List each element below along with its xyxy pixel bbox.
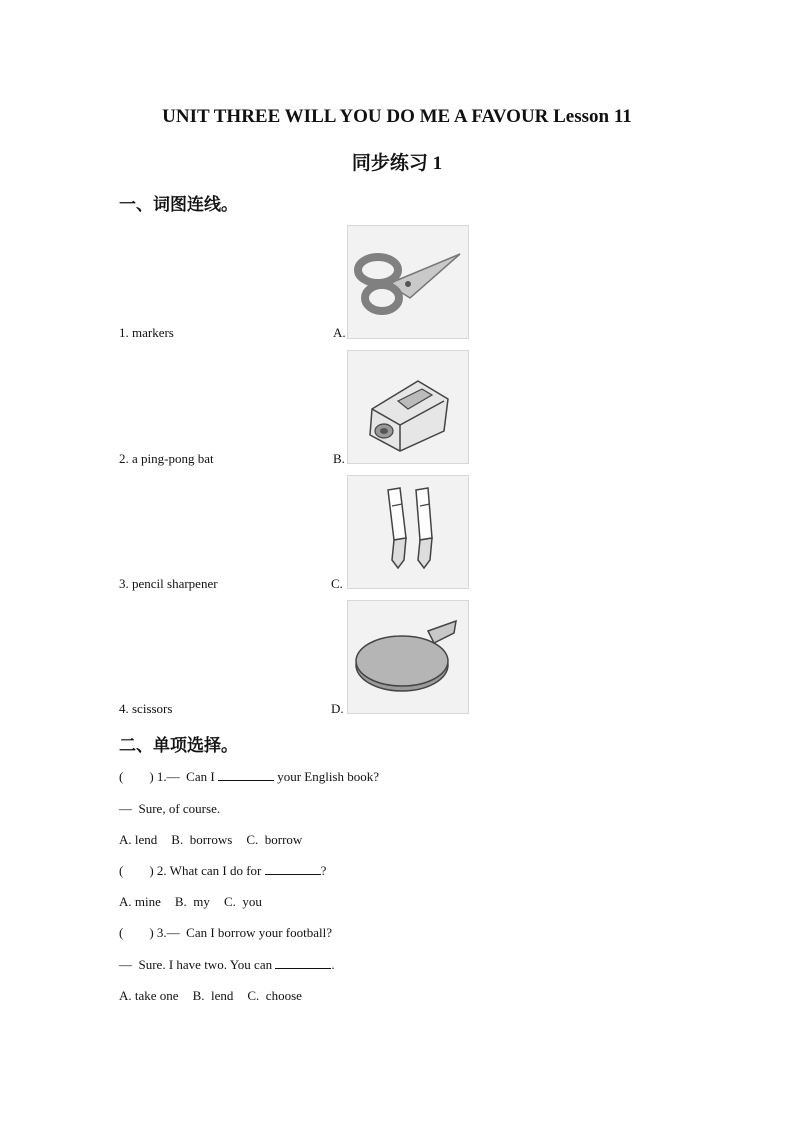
question-1 (119, 769, 379, 785)
section-heading-choice: 二、单项选择。 (119, 736, 238, 755)
match-word-1: 1. markers (119, 325, 174, 340)
question-3: ( ) 3.— Can I borrow your football? (119, 925, 333, 940)
question-2-options (119, 894, 262, 910)
page-title: UNIT THREE WILL YOU DO ME A FAVOUR Lesson 11 (162, 106, 632, 127)
question-1-stem-start: ( ) 1.— Can I (119, 769, 218, 784)
answer-blank (265, 863, 321, 875)
match-letter-a: A. (333, 325, 346, 340)
option-a: A. take one (119, 988, 179, 1003)
answer-blank (218, 769, 274, 781)
question-2-stem-start: ( ) 2. What can I do for (119, 863, 265, 878)
question-3-options (119, 988, 302, 1004)
question-1-stem-end: your English book? (273, 769, 380, 784)
markers-image (347, 475, 469, 589)
match-letter-c: C. (331, 576, 343, 591)
section-heading-matching: 一、词图连线。 (119, 195, 238, 214)
ping-pong-bat-image (347, 600, 469, 714)
question-3-reply (119, 957, 335, 973)
option-a: A. lend (119, 832, 158, 847)
question-1-reply: — Sure, of course. (119, 801, 221, 816)
option-b: B. my (174, 894, 210, 909)
match-word-4: 4. scissors (119, 701, 173, 716)
option-c: C. choose (247, 988, 302, 1003)
question-3-reply-start: — Sure. I have two. You can (119, 957, 276, 972)
option-a: A. mine (119, 894, 161, 909)
question-2-stem-end: ? (320, 863, 327, 878)
page-subtitle: 同步练习 1 (351, 153, 443, 174)
match-word-3: 3. pencil sharpener (119, 576, 218, 591)
match-letter-b: B. (333, 451, 345, 466)
question-1-options (119, 832, 302, 848)
option-c: C. you (223, 894, 262, 909)
option-c: C. borrow (246, 832, 303, 847)
option-b: B. lend (192, 988, 234, 1003)
option-b: B. borrows (171, 832, 233, 847)
match-word-2: 2. a ping-pong bat (119, 451, 214, 466)
match-letter-d: D. (331, 701, 344, 716)
question-2 (119, 863, 326, 879)
answer-blank (275, 957, 331, 969)
pencil-sharpener-image (347, 350, 469, 464)
scissors-image (347, 225, 469, 339)
question-3-reply-end: . (331, 957, 335, 972)
